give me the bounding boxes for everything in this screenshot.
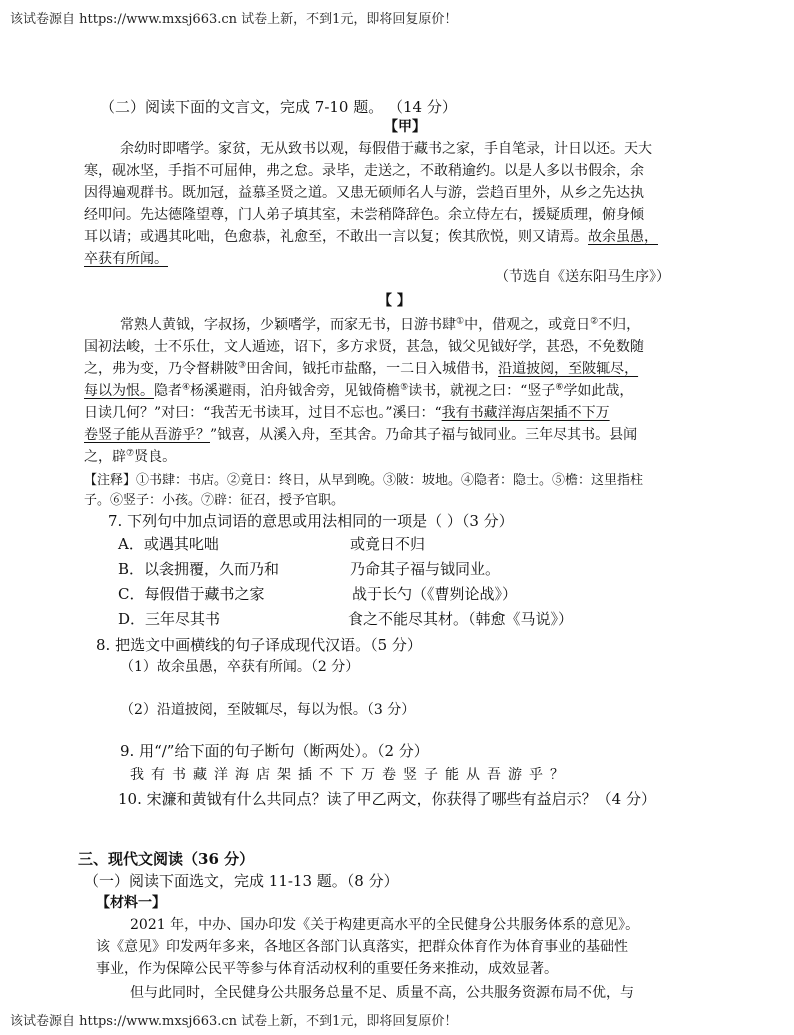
section-heading: （二）阅读下面的文言文，完成 7-10 题。 （14 分） [100, 98, 457, 116]
text-b-line [84, 404, 610, 422]
text-segment: 田舍间，钺托市盐酪，一二日入城借书， [246, 361, 499, 377]
note-marker: ⑤ [400, 382, 409, 393]
question-7-stem: 7. 下列句中加点词语的意思或用法相同的一项是（ ）（3 分） [108, 512, 514, 530]
watermark-top: 该试卷源自 https://www.mxsj663.cn 试卷上新，不到1元，即将回复原价！ [10, 12, 458, 27]
q7-option-d-left: D．三年尽其书 [118, 610, 221, 628]
text-a-line-text: 耳以请；或遇其叱咄，色愈恭，礼愈至，不敢出一言以复；俟其欣悦，则又请焉。 [84, 229, 588, 245]
text-segment: 杨溪避雨，泊舟钺舍旁，见钺倚檐 [190, 383, 401, 399]
material-line: 事业，作为保障公民平等参与体育活动权利的重要任务来推动，成效显著。 [96, 961, 558, 977]
text-segment: 隐者 [154, 383, 182, 399]
note-marker: ⑦ [126, 448, 135, 459]
text-segment: 贤良。 [134, 449, 177, 465]
note-marker: ② [590, 316, 599, 327]
underlined-sentence: 卒获有所闻。 [84, 251, 168, 267]
text-segment: 学如此哉， [563, 383, 634, 399]
text-segment: 之，弗为变，乃令督耕陂 [84, 361, 238, 377]
underlined-sentence: 卷竖子能从吾游乎？ [84, 427, 210, 443]
annotation-line: 【注释】①书肆：书店。②竟日：终日，从早到晚。③陂：坡地。④隐者：隐士。⑤檐：这里指柱 [84, 473, 644, 488]
material-line: 但与此同时，全民健身公共服务总量不足、质量不高，公共服务资源布局不优，与 [130, 985, 634, 1001]
part-3-heading: 三、现代文阅读（36 分） [78, 850, 255, 868]
q7-option-a-left: A．或遇其叱咄 [118, 535, 219, 553]
text-b-line [84, 382, 633, 400]
text-a-line: 余幼时即嗜学。家贫，无从致书以观，每假借于藏书之家，手自笔录，计日以还。天大 [120, 141, 652, 157]
q8-item-2: （2）沿道披阅，至陂辄尽，每以为恨。（3 分） [120, 702, 416, 718]
underlined-sentence: 我有书藏洋海店架插不下万 [441, 405, 610, 421]
underlined-sentence: 每以为恨。 [84, 383, 154, 399]
q8-item-1: （1）故余虽愚，卒获有所闻。（2 分） [120, 659, 360, 675]
q7-option-b-right: 乃命其子福与钺同业。 [350, 560, 501, 578]
text-b-line [120, 316, 640, 334]
material-line: 2021 年，中办、国办印发《关于构建更高水平的全民健身公共服务体系的意见》。 [130, 917, 640, 933]
underlined-sentence: 故余虽愚， [588, 229, 658, 245]
text-segment: 读书，就视之曰：“竖子 [408, 383, 556, 399]
text-a-line: 经叩问。先达德隆望尊，门人弟子填其室，未尝稍降辞色。余立侍左右，援疑质理，俯身倾 [84, 207, 644, 223]
text-segment: 中，借观之，或竟日 [464, 317, 591, 333]
q7-option-c-right: 战于长勺（《曹刿论战》） [352, 585, 518, 603]
question-9-stem: 9. 用“/”给下面的句子断句（断两处）。（2 分） [120, 742, 429, 760]
text-segment: ”钺喜，从溪入舟，至其舍。乃命其子福与钺同业。三年尽其书。县闻 [210, 427, 638, 443]
note-marker: ④ [182, 382, 191, 393]
text-a-line: 因得遍观群书。既加冠，益慕圣贤之道。又患无硕师名人与游，尝趋百里外，从乡之先达执 [84, 185, 644, 201]
text-a-source: （节选自《送东阳马生序》） [495, 269, 670, 285]
text-segment: 日读几何？”对曰：“我苦无书读耳，过目不忘也。”溪曰：“ [84, 405, 442, 421]
material-label: 【材料一】 [96, 895, 166, 911]
question-8-stem: 8. 把选文中画横线的句子译成现代汉语。（5 分） [96, 636, 422, 654]
text-segment: 常熟人黄钺，字叔扬，少颖嗜学，而家无书，日游书肆 [120, 317, 456, 333]
note-marker: ③ [238, 360, 247, 371]
note-marker: ⑥ [555, 382, 564, 393]
text-b-line: 国初法峻，士不乐仕，文人遁迹，诏下，多方求贤，甚急，钺父见钺好学，甚恐，不免数随 [84, 339, 644, 355]
q9-sentence: 我有书藏洋海店架插不下万卷竖子能从吾游乎？ [130, 767, 571, 783]
note-marker: ① [456, 316, 465, 327]
text-a-line: 寒，砚冰坚，手指不可屈伸，弗之怠。录毕，走送之，不敢稍逾约。以是人多以书假余，余 [84, 163, 644, 179]
annotation-line: 子。⑥竖子：小孩。⑦辟：征召，授予官职。 [84, 493, 345, 508]
underlined-sentence: 沿道披阅，至陂辄尽， [498, 361, 639, 377]
q7-option-c-left: C．每假借于藏书之家 [118, 585, 265, 603]
text-b-line [84, 448, 176, 466]
material-line: 该《意见》印发两年多来，各地区各部门认真落实，把群众体育作为体育事业的基础性 [96, 939, 628, 955]
text-b-label: 【 】 [378, 293, 411, 309]
q7-option-d-right: 食之不能尽其材。（韩愈《马说》） [348, 610, 574, 628]
q7-option-a-right: 或竟日不归 [350, 535, 426, 553]
text-a-line [84, 228, 658, 246]
watermark-bottom: 该试卷源自 https://www.mxsj663.cn 试卷上新，不到1元，即将回复原价！ [10, 1014, 458, 1029]
text-b-line [84, 360, 638, 378]
text-b-line [84, 426, 637, 444]
text-segment: 不归， [598, 317, 641, 333]
q7-option-b-left: B．以衾拥覆，久而乃和 [118, 560, 280, 578]
text-a-label: 【甲】 [384, 119, 426, 135]
question-10-stem: 10. 宋濂和黄钺有什么共同点？读了甲乙两文，你获得了哪些有益启示？（4 分） [118, 790, 656, 808]
text-segment: 之，辟 [84, 449, 126, 465]
part-3-subheading: （一）阅读下面选文，完成 11-13 题。（8 分） [84, 872, 399, 890]
